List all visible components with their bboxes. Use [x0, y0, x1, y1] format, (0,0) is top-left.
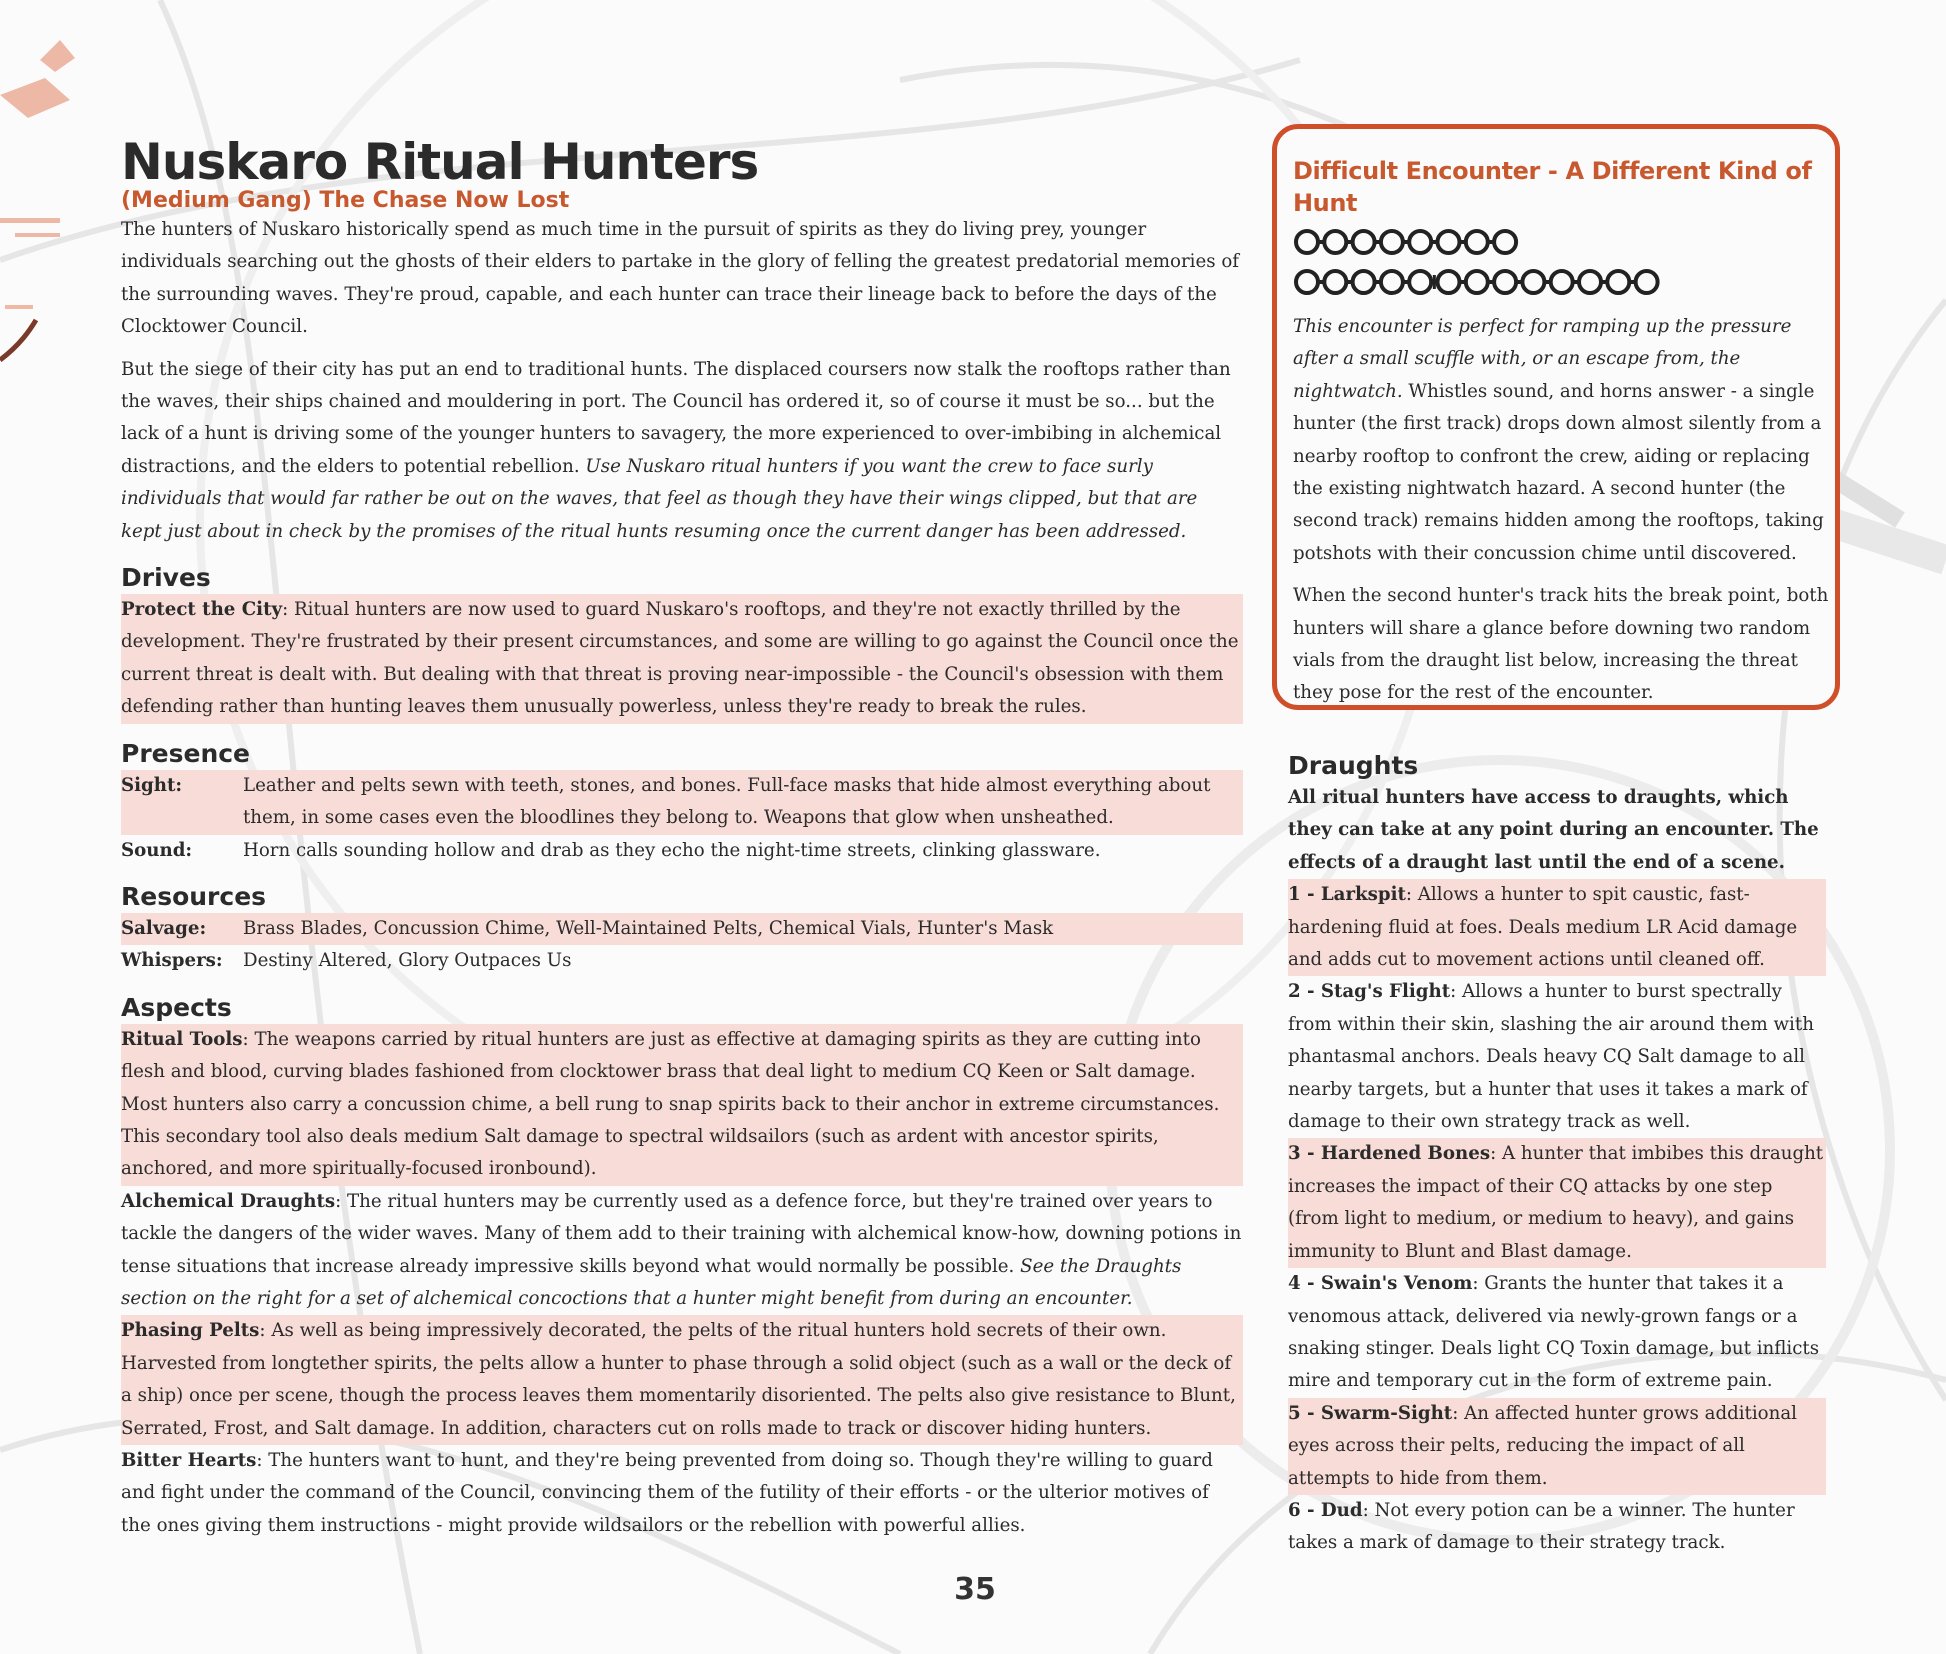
track-circle [1522, 271, 1544, 293]
page-number: 35 [954, 1572, 996, 1607]
track-circle [1494, 231, 1516, 253]
resources-row-salvage: Salvage: Brass Blades, Concussion Chime, Well-Maintained Pelts, Chemical Vials, Hunter's Mask [121, 913, 1243, 945]
aspects-heading: Aspects [121, 992, 232, 1022]
draught-4: 4 - Swain's Venom: Grants the hunter that takes it a venomous attack, delivered via newly-grown fangs or a snaking stinger. Deals light CQ Toxin damage, but inflicts mire and temporary cut in the form of extreme pain. [1288, 1273, 1820, 1392]
resources-row-whispers: Whispers: Destiny Altered, Glory Outpaces Us [121, 950, 572, 972]
track-circle [1494, 271, 1516, 293]
intro-italic: Use Nuskaro ritual hunters if you want the crew to face surly individuals that would far rather be out on the waves, that feel as though they have their wings clipped, but that are kept just about in check by the promises of the ritual hunts resuming once the current danger has been addressed. [121, 455, 1198, 542]
draught-6: 6 - Dud: Not every potion can be a winner. The hunter takes a mark of damage to their strategy track. [1288, 1499, 1795, 1554]
encounter-text: This encounter is perfect for ramping up the pressure after a small scuffle with, or an escape from, the nightwatch. Whistles sound, and horns answer - a single hunter (the first track) drops down almost silently from a nearby rooftop to confront the crew, aiding or replacing the existing nightwatch hazard. A second hunter (the second track) remains hidden among the rooftops, taking potshots with their concussion chime until discovered. [1293, 316, 1824, 564]
drive-entry: Protect the City: Ritual hunters are now used to guard Nuskaro's rooftops, and they're not exactly thrilled by the development. They're frustrated by their present circumstances, and some are willing to go against the Council once the current threat is dealt with. But dealing with that threat is proving near-impossible - the Council's obsession with them defending rather than hunting leaves them unusually powerless, unless they're ready to break the rules. [121, 594, 1243, 724]
aspect-phasing-pelts: Phasing Pelts: As well as being impressively decorated, the pelts of the ritual hunters hold secrets of their own. Harvested from longtether spirits, the pelts allow a hunter to phase through a solid object (such as a wall or the deck of a ship) once per scene, though the process leaves them momentarily disoriented. The pelts also give resistance to Blunt, Serrated, Frost, and Salt damage. In addition, characters cut on rolls made to track or discover hiding hunters. [121, 1315, 1243, 1445]
encounter-text-2: When the second hunter's track hits the break point, both hunters will share a glance before downing two random vials from the draught list below, increasing the threat they pose for the rest of the encounter. [1293, 585, 1829, 704]
draught-2: 2 - Stag's Flight: Allows a hunter to burst spectrally from within their skin, slashing the air around them with phantasmal anchors. Deals heavy CQ Salt damage to all nearby targets, but a hunter that uses it takes a mark of damage to their own strategy track as well. [1288, 981, 1814, 1133]
track-circle [1381, 231, 1403, 253]
resources-heading: Resources [121, 881, 267, 911]
track-circle [1324, 231, 1346, 253]
encounter-title: Difficult Encounter - A Different Kind of Hunt [1293, 157, 1812, 217]
track-circle [1409, 271, 1431, 293]
track-circle [1296, 231, 1318, 253]
track-circle [1438, 231, 1460, 253]
draught-1: 1 - Larkspit: Allows a hunter to spit caustic, fast-hardening fluid at foes. Deals medium LR Acid damage and adds cut to movement actions until cleaned off. [1288, 879, 1826, 976]
track-circle [1353, 231, 1375, 253]
draughts-heading: Draughts [1288, 751, 1419, 780]
track-circle [1409, 231, 1431, 253]
encounter-track-2 [1293, 265, 1831, 299]
draughts-section [1288, 736, 1826, 1560]
draught-3: 3 - Hardened Bones: A hunter that imbibes this draught increases the impact of their CQ attacks by one step (from light to medium, or medium to heavy), and gains immunity to Blunt and Blast damage. [1288, 1138, 1826, 1268]
track-circle [1636, 271, 1658, 293]
presence-row-sight: Sight: Leather and pelts sewn with teeth, stones, and bones. Full-face masks that hide almost everything about them, in some cases even the bloodlines they belong to. Weapons that glow when unsheathed. [121, 770, 1243, 835]
aspect-bitter-hearts: Bitter Hearts: The hunters want to hunt, and they're being prevented from doing so. Though they're willing to guard and fight under the command of the Council, convincing them of the futility of their efforts - or the ulterior motives of the ones giving them instructions - might provide wildsailors or the rebellion with powerful allies. [121, 1450, 1213, 1536]
track-circle [1607, 271, 1629, 293]
presence-heading: Presence [121, 738, 251, 768]
track-circle [1296, 271, 1318, 293]
track-circle [1353, 271, 1375, 293]
aspect-ritual-tools: Ritual Tools: The weapons carried by ritual hunters are just as effective at damaging spirits as they are cutting into flesh and blood, curving blades fashioned from clocktower brass that deal light to medium CQ Keen or Salt damage. Most hunters also carry a concussion chime, a bell rung to snap spirits back to their anchor in extreme circumstances. This secondary tool also deals medium Salt damage to spectral wildsailors (such as ardent with ancestor spirits, anchored, and more spiritually-focused ironbound). [121, 1024, 1243, 1186]
encounter-track-1 [1293, 225, 1831, 259]
draughts-intro: All ritual hunters have access to draughts, which they can take at any point during an encounter. The effects of a draught last until the end of a scene. [1288, 787, 1819, 873]
track-circle [1438, 271, 1460, 293]
page-subtitle: (Medium Gang) The Chase Now Lost [121, 188, 570, 213]
page-title: Nuskaro Ritual Hunters [121, 133, 759, 191]
draught-5: 5 - Swarm-Sight: An affected hunter grows additional eyes across their pelts, reducing the impact of all attempts to hide from them. [1288, 1398, 1826, 1495]
track-circle [1551, 271, 1573, 293]
track-circle [1466, 271, 1488, 293]
drives-heading: Drives [121, 563, 211, 593]
aspect-alchemical-draughts: Alchemical Draughts: The ritual hunters may be currently used as a defence force, but they're trained over years to tackle the dangers of the wider waves. Many of them add to their training with alchemical know-how, downing potions in tense situations that increase already impressive skills beyond what would normally be possible. See the Draughts section on the right for a set of alchemical concoctions that a hunter might benefit from during an encounter. [121, 1190, 1242, 1309]
track-circle [1466, 231, 1488, 253]
track-circle [1579, 271, 1601, 293]
track-circle [1324, 271, 1346, 293]
main-column [121, 132, 1243, 1542]
intro-paragraph-2: But the siege of their city has put an end to traditional hunts. The displaced coursers now stalk the rooftops rather than the waves, their ships chained and mouldering in port. The Council has ordered it, so of course it must be so... but the lack of a hunt is driving some of the younger hunters to savagery, the more experienced to over-imbibing in alchemical distractions, and the elders to potential rebellion. Use Nuskaro ritual hunters if you want the crew to face surly individuals that would far rather be out on the waves, that feel as though they have their wings clipped, but that are kept just about in check by the promises of the ritual hunts resuming once the current danger has been addressed. [121, 358, 1231, 542]
intro-paragraph-1: The hunters of Nuskaro historically spend as much time in the pursuit of spirits as they do living prey, younger individuals searching out the ghosts of their elders to partake in the glory of felling the greatest predatorial memories of the surrounding waves. They're proud, capable, and each hunter can trace their lineage back to before the days of the Clocktower Council. [121, 219, 1240, 338]
track-circle [1381, 271, 1403, 293]
presence-row-sound: Sound: Horn calls sounding hollow and drab as they echo the night-time streets, clinking glassware. [121, 839, 1101, 861]
encounter-box [1272, 124, 1840, 710]
